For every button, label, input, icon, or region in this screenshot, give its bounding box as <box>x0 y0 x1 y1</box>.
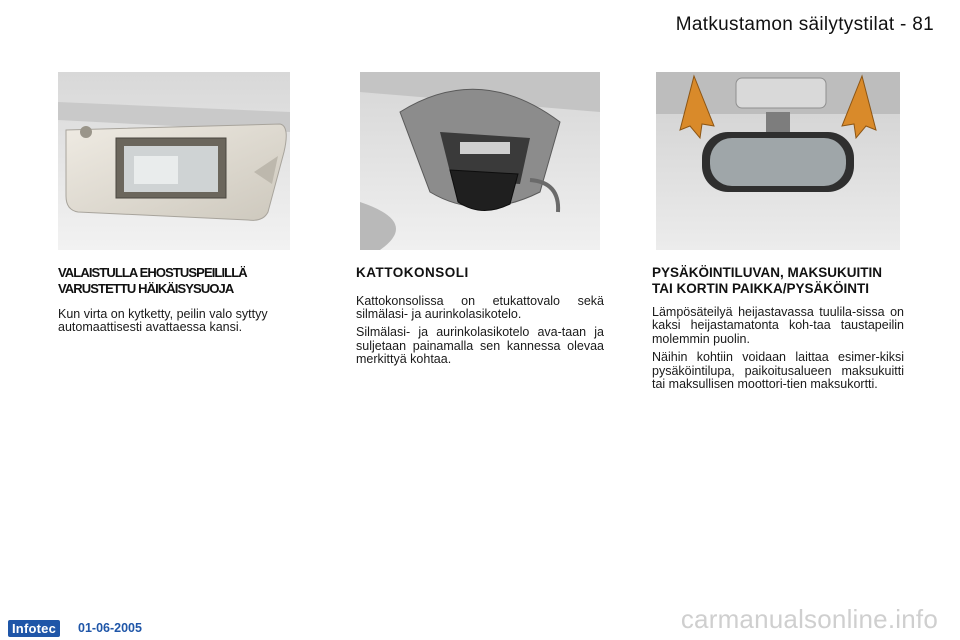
section-paragraph: Silmälasi- ja aurinkolasikotelo ava-taan ja suljetaan painamalla sen kannessa olevaa merkittyä kohtaa. <box>356 325 604 367</box>
roof-console-photo <box>360 72 600 250</box>
section-heading: PYSÄKÖINTILUVAN, MAKSUKUITIN TAI KORTIN PAIKKA/PYSÄKÖINTI <box>652 265 883 296</box>
section-roof-console <box>356 265 604 372</box>
section-paragraph: Näihin kohtiin voidaan laittaa esimer-kiksi pysäköintilupa, paikoitusalueen maksukuitti tai maksullisen moottori-tien maksukortti. <box>652 350 904 392</box>
section-heading: VALAISTULLA EHOSTUSPEILILLÄ VARUSTETTU HÄIKÄISYSUOJA <box>58 265 247 296</box>
section-vanity-mirror <box>58 265 310 340</box>
section-paragraph: Kun virta on kytketty, peilin valo syttyy automaattisesti avattaessa kansi. <box>58 307 268 335</box>
rearview-mirror-photo <box>656 72 900 250</box>
section-parking-permit <box>652 265 904 396</box>
watermark: carmanualsonline.info <box>680 604 938 634</box>
footer-date: 01-06-2005 <box>78 621 142 635</box>
page-title: Matkustamon säilytystilat - 81 <box>675 14 934 35</box>
sun-visor-photo <box>58 72 290 250</box>
section-paragraph: Kattokonsolissa on etukattovalo sekä silmälasi- ja aurinkolasikotelo. <box>356 293 604 321</box>
section-heading: KATTOKONSOLI <box>356 265 469 280</box>
section-paragraph: Lämpösäteilyä heijastavassa tuulila-sissa on kaksi heijastamatonta koh-taa taustapeilin molemmin puolin. <box>652 305 904 346</box>
infotec-logo: Infotec <box>8 620 60 637</box>
